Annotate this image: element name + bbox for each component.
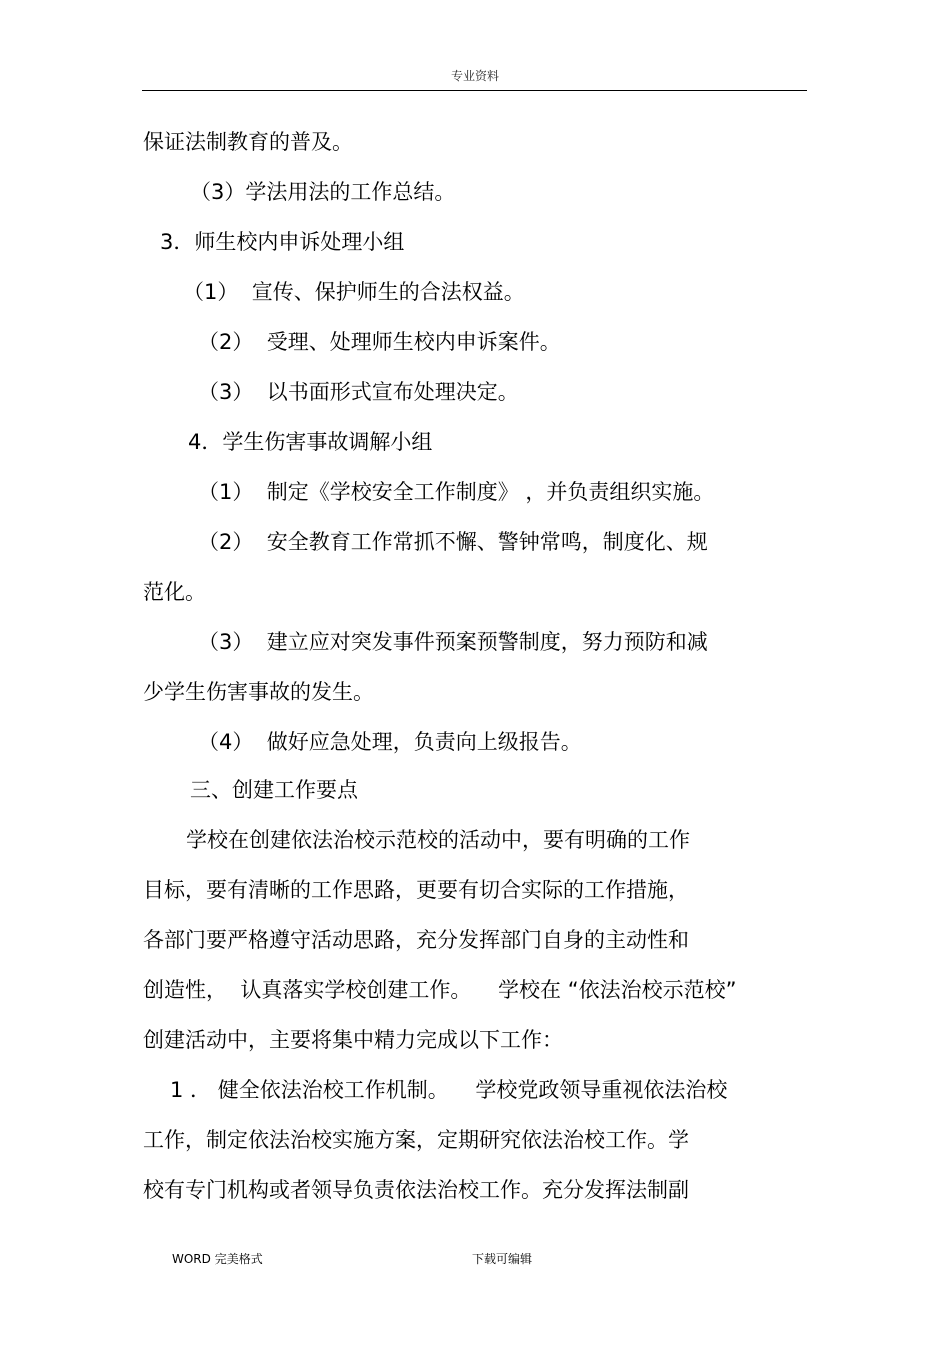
text-line: 创建活动中，主要将集中精力完成以下工作：	[143, 1028, 563, 1052]
text-line: （2） 受理、处理师生校内申诉案件。	[198, 330, 561, 354]
text-line: 保证法制教育的普及。	[143, 130, 353, 154]
text-line: （3）学法用法的工作总结。	[190, 180, 456, 204]
section-heading: 4．学生伤害事故调解小组	[188, 430, 433, 454]
text-line: （4） 做好应急处理，负责向上级报告。	[198, 730, 582, 754]
footer-right-text: 下载可编辑	[472, 1252, 533, 1266]
text-line: 少学生伤害事故的发生。	[143, 680, 374, 704]
text-line: （2） 安全教育工作常抓不懈、警钟常鸣，制度化、规	[198, 530, 708, 554]
text-line: （1） 制定《学校安全工作制度》 ，并负责组织实施。	[198, 480, 715, 504]
header-divider	[142, 90, 807, 91]
text-line: 各部门要严格遵守活动思路，充分发挥部门自身的主动性和	[143, 928, 689, 952]
section-heading: 三、创建工作要点	[190, 778, 358, 802]
text-line: 1 ． 健全依法治校工作机制。 学校党政领导重视依法治校	[170, 1078, 728, 1102]
text-line: （1） 宣传、保护师生的合法权益。	[183, 280, 525, 304]
text-line: （3） 建立应对突发事件预案预警制度，努力预防和减	[198, 630, 708, 654]
text-line: 学校在创建依法治校示范校的活动中，要有明确的工作	[186, 828, 690, 852]
header-title: 专业资料	[450, 69, 499, 83]
section-heading: 3．师生校内申诉处理小组	[160, 230, 405, 254]
footer-left-text: WORD 完美格式	[172, 1252, 263, 1266]
text-line: （3） 以书面形式宣布处理决定。	[198, 380, 519, 404]
text-line: 范化。	[143, 580, 206, 604]
text-line: 目标，要有清晰的工作思路，更要有切合实际的工作措施，	[143, 878, 689, 902]
text-line: 创造性， 认真落实学校创建工作。 学校在 “依法治校示范校”	[143, 978, 737, 1002]
text-line: 工作，制定依法治校实施方案，定期研究依法治校工作。学	[143, 1128, 689, 1152]
text-line: 校有专门机构或者领导负责依法治校工作。充分发挥法制副	[143, 1178, 689, 1202]
